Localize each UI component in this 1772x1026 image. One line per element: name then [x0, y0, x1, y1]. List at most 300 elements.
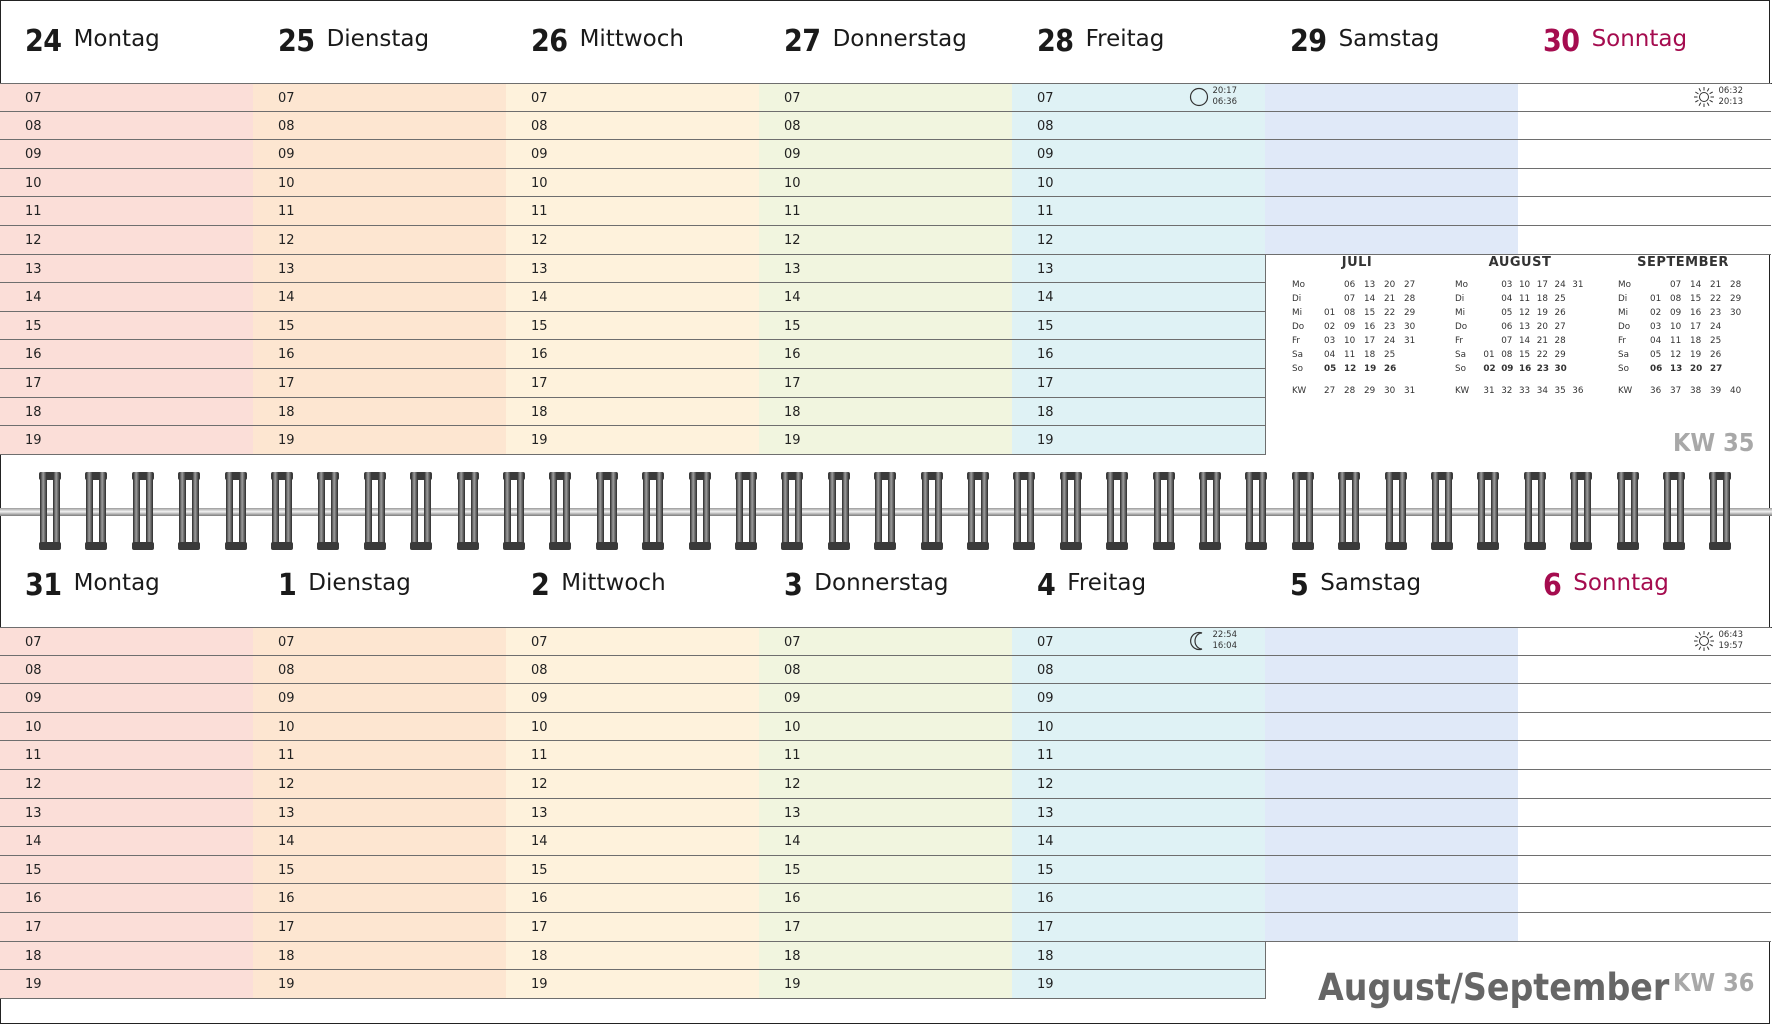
time-slot[interactable] — [1265, 799, 1518, 828]
time-slot[interactable]: 11 — [506, 197, 759, 226]
binding-ring — [1154, 472, 1174, 550]
time-slot[interactable] — [1518, 856, 1771, 885]
mini-day — [1572, 362, 1590, 376]
time-slot[interactable] — [1265, 770, 1518, 799]
time-slot[interactable]: 08 — [759, 112, 1012, 141]
time-slot[interactable]: 08 — [506, 656, 759, 685]
time-slot[interactable]: 17 — [759, 369, 1012, 398]
mini-day: 27 — [1404, 280, 1416, 290]
binding-ring — [86, 472, 106, 550]
time-slot[interactable]: 10 — [1012, 169, 1265, 198]
time-slot[interactable]: 18 — [0, 398, 253, 427]
time-slot[interactable] — [1265, 627, 1518, 656]
time-slot[interactable]: 07 — [0, 627, 253, 656]
mini-day: 15 — [1518, 350, 1531, 360]
mini-week-row — [1267, 292, 1427, 306]
time-slot[interactable]: 08 — [759, 656, 1012, 685]
time-slot[interactable] — [1265, 856, 1518, 885]
mini-day — [1572, 348, 1590, 362]
mini-day: 13 — [1364, 280, 1376, 290]
time-slot[interactable]: 07 — [759, 83, 1012, 112]
time-slot[interactable]: 17 — [759, 913, 1012, 942]
time-slot[interactable]: 18 — [253, 398, 506, 427]
mini-month-september — [1593, 255, 1753, 398]
weekday-label: So — [1292, 364, 1303, 374]
mini-kw-row — [1593, 384, 1753, 398]
mini-week-row — [1593, 348, 1753, 362]
time-slot[interactable] — [1518, 197, 1771, 226]
binding-ring — [504, 472, 524, 550]
time-slot[interactable]: 13 — [0, 799, 253, 828]
day-number: 28 — [1037, 24, 1074, 59]
time-slot[interactable]: 09 — [1012, 140, 1265, 169]
time-slot[interactable]: 16 — [253, 884, 506, 913]
time-slot[interactable]: 13 — [1012, 255, 1265, 284]
time-slot[interactable]: 14 — [253, 827, 506, 856]
mini-day — [1324, 292, 1344, 306]
time-slot[interactable]: 11 — [506, 741, 759, 770]
mini-week-row — [1593, 320, 1753, 334]
mini-week-row — [1593, 292, 1753, 306]
time-slot[interactable]: 19 — [759, 970, 1012, 999]
mini-day: 15 — [1364, 308, 1376, 318]
moonset-time: 06:36 — [1212, 97, 1237, 107]
time-slot[interactable]: 08 — [253, 656, 506, 685]
week-number-top: KW 35 — [1673, 428, 1755, 457]
mini-day — [1730, 334, 1750, 348]
time-slot[interactable]: 13 — [759, 255, 1012, 284]
time-slot[interactable] — [1518, 140, 1771, 169]
time-slot[interactable] — [1518, 627, 1771, 656]
time-slot[interactable]: 19 — [506, 970, 759, 999]
day-column-samstag[interactable] — [1265, 83, 1519, 255]
time-slot[interactable]: 18 — [759, 942, 1012, 971]
mini-week-row — [1593, 362, 1753, 376]
time-slot[interactable]: 09 — [0, 140, 253, 169]
mini-week-row — [1430, 362, 1590, 376]
mini-day: 30 — [1730, 308, 1742, 318]
time-slot[interactable]: 10 — [759, 713, 1012, 742]
time-slot[interactable] — [1518, 112, 1771, 141]
time-slot[interactable]: 16 — [759, 884, 1012, 913]
time-slot[interactable]: 14 — [1012, 283, 1265, 312]
mini-day: 28 — [1730, 280, 1742, 290]
time-slot[interactable]: 19 — [253, 426, 506, 455]
mini-day: 03 — [1501, 280, 1513, 290]
mini-day: 08 — [1501, 350, 1513, 360]
mini-day: 03 — [1324, 336, 1336, 346]
day-column-donnerstag[interactable] — [759, 627, 1013, 999]
day-column-dienstag[interactable] — [253, 83, 507, 455]
time-slot[interactable]: 07 22:54 16:04 — [1012, 627, 1265, 656]
moonrise-time: 22:54 — [1212, 630, 1237, 640]
mini-day: 05 — [1650, 350, 1662, 360]
time-slot[interactable]: 11 — [0, 197, 253, 226]
mini-day: 10 — [1518, 280, 1531, 290]
day-column-mittwoch[interactable] — [506, 627, 760, 999]
time-slot[interactable]: 12 — [759, 770, 1012, 799]
time-slot[interactable]: 12 — [506, 226, 759, 255]
time-slot[interactable]: 09 — [253, 684, 506, 713]
time-slot[interactable]: 10 — [0, 713, 253, 742]
time-slot[interactable] — [1265, 140, 1518, 169]
time-slot[interactable]: 13 — [253, 255, 506, 284]
mini-kw: 37 — [1670, 386, 1682, 396]
time-slot[interactable]: 11 — [759, 741, 1012, 770]
time-slot[interactable]: 17 — [253, 913, 506, 942]
binding-ring — [1014, 472, 1034, 550]
time-slot[interactable]: 15 — [759, 312, 1012, 341]
time-slot[interactable]: 17 — [253, 369, 506, 398]
day-column-freitag[interactable] — [1012, 627, 1266, 999]
mini-day: 01 — [1483, 350, 1495, 360]
day-header — [1012, 544, 1265, 627]
binding-ring — [1386, 472, 1406, 550]
time-slot[interactable] — [1265, 656, 1518, 685]
mini-week-row — [1430, 320, 1590, 334]
mini-kw: 28 — [1344, 386, 1356, 396]
mini-week-row — [1267, 306, 1427, 320]
time-slot[interactable]: 17 — [506, 913, 759, 942]
time-slot[interactable]: 11 — [253, 197, 506, 226]
time-slot[interactable] — [1518, 741, 1771, 770]
time-slot[interactable]: 14 — [253, 283, 506, 312]
time-slot[interactable]: 18 — [1012, 942, 1265, 971]
mini-kw: 29 — [1364, 386, 1376, 396]
mini-day: 20 — [1384, 280, 1396, 290]
time-slot[interactable]: 09 — [759, 684, 1012, 713]
mini-day: 02 — [1324, 322, 1336, 332]
time-slot[interactable]: 16 — [1012, 340, 1265, 369]
day-header — [1265, 0, 1518, 83]
time-slot[interactable]: 15 — [253, 312, 506, 341]
day-number: 2 — [531, 568, 550, 603]
mini-day: 24 — [1554, 280, 1566, 290]
day-column-donnerstag[interactable] — [759, 83, 1013, 455]
time-slot[interactable]: 07 — [0, 83, 253, 112]
binding-ring — [782, 472, 802, 550]
mini-month-title: JULI — [1341, 255, 1373, 270]
time-slot[interactable]: 08 — [253, 112, 506, 141]
weekday-label: Sa — [1618, 350, 1629, 360]
weekday-label: Fr — [1618, 336, 1627, 346]
time-slot[interactable]: 16 — [0, 884, 253, 913]
time-slot[interactable]: 13 — [759, 799, 1012, 828]
time-slot[interactable]: 08 — [1012, 112, 1265, 141]
time-slot[interactable] — [1518, 226, 1771, 255]
time-slot[interactable]: 13 — [0, 255, 253, 284]
weekday-label: So — [1455, 364, 1466, 374]
time-slot[interactable]: 14 — [506, 827, 759, 856]
mini-day: 26 — [1554, 308, 1566, 318]
time-slot[interactable]: 08 — [0, 112, 253, 141]
time-slot[interactable] — [1518, 827, 1771, 856]
time-slot[interactable] — [1265, 884, 1518, 913]
time-slot[interactable]: 08 — [506, 112, 759, 141]
mini-week-row — [1430, 334, 1590, 348]
mini-kw: 32 — [1501, 386, 1513, 396]
mini-day: 30 — [1554, 364, 1567, 374]
day-name: Sonntag — [1591, 25, 1688, 52]
time-slot[interactable]: 10 — [253, 169, 506, 198]
time-slot[interactable]: 15 — [253, 856, 506, 885]
time-slot[interactable]: 17 — [1012, 369, 1265, 398]
mini-day: 15 — [1690, 294, 1702, 304]
time-slot[interactable]: 16 — [0, 340, 253, 369]
day-column-montag[interactable] — [0, 83, 254, 455]
day-header — [0, 544, 253, 627]
time-slot[interactable]: 10 — [253, 713, 506, 742]
time-slot[interactable] — [1265, 713, 1518, 742]
mini-day — [1483, 306, 1501, 320]
time-slot[interactable] — [1518, 770, 1771, 799]
time-slot[interactable]: 14 — [506, 283, 759, 312]
time-slot[interactable] — [1265, 741, 1518, 770]
time-slot[interactable] — [1265, 226, 1518, 255]
time-slot[interactable]: 16 — [1012, 884, 1265, 913]
weekday-label: Mo — [1618, 280, 1631, 290]
time-slot[interactable]: 16 — [759, 340, 1012, 369]
time-slot[interactable]: 07 20:17 06:36 — [1012, 83, 1265, 112]
mini-day: 04 — [1650, 336, 1662, 346]
mini-kw: 39 — [1710, 386, 1722, 396]
time-slot[interactable]: 16 — [506, 340, 759, 369]
time-slot[interactable] — [1265, 827, 1518, 856]
sun-icon — [1693, 630, 1715, 652]
binding-ring — [458, 472, 478, 550]
day-name: Sonntag — [1573, 569, 1669, 596]
time-slot[interactable]: 15 — [1012, 312, 1265, 341]
time-slot[interactable]: 07 — [506, 627, 759, 656]
mini-week-row — [1593, 306, 1753, 320]
mini-day: 10 — [1344, 336, 1356, 346]
time-slot[interactable]: 18 — [506, 942, 759, 971]
time-slot[interactable]: 08 — [1012, 656, 1265, 685]
time-slot[interactable]: 14 — [1012, 827, 1265, 856]
mini-day: 31 — [1404, 336, 1416, 346]
mini-week-row — [1267, 348, 1427, 362]
time-slot[interactable]: 19 — [506, 426, 759, 455]
time-slot[interactable]: 11 — [759, 197, 1012, 226]
time-slot[interactable]: 14 — [759, 827, 1012, 856]
binding-ring — [1571, 472, 1591, 550]
time-slot[interactable] — [1518, 684, 1771, 713]
mini-week-row — [1430, 278, 1590, 292]
time-slot[interactable]: 10 — [759, 169, 1012, 198]
day-column-samstag[interactable] — [1265, 627, 1519, 942]
time-slot[interactable]: 12 — [1012, 770, 1265, 799]
mini-day: 09 — [1670, 308, 1682, 318]
mini-kw: 34 — [1536, 386, 1548, 396]
mini-day — [1572, 334, 1590, 348]
time-slot[interactable]: 15 — [759, 856, 1012, 885]
mini-day: 07 — [1670, 280, 1682, 290]
time-slot[interactable]: 08 — [0, 656, 253, 685]
time-slot[interactable]: 11 — [0, 741, 253, 770]
time-slot[interactable]: 13 — [506, 799, 759, 828]
time-slot[interactable]: 12 — [1012, 226, 1265, 255]
time-slot[interactable]: 09 — [506, 140, 759, 169]
mini-day: 04 — [1324, 350, 1336, 360]
mini-day: 26 — [1710, 350, 1722, 360]
time-slot[interactable]: 13 — [506, 255, 759, 284]
day-number: 29 — [1290, 24, 1327, 59]
time-slot[interactable]: 17 — [0, 369, 253, 398]
binding-ring — [1478, 472, 1498, 550]
time-slot[interactable]: 10 — [506, 169, 759, 198]
time-slot[interactable] — [1518, 656, 1771, 685]
moonset-time: 16:04 — [1212, 641, 1237, 651]
time-slot[interactable]: 15 — [506, 312, 759, 341]
mini-kw: 27 — [1324, 386, 1336, 396]
time-slot[interactable]: 16 — [253, 340, 506, 369]
day-column-montag[interactable] — [0, 627, 254, 999]
binding-ring — [550, 472, 570, 550]
binding-ring — [226, 472, 246, 550]
time-slot[interactable]: 09 — [253, 140, 506, 169]
weekday-label: Mi — [1455, 308, 1466, 318]
day-name: Mittwoch — [561, 569, 666, 596]
time-slot[interactable]: 14 — [759, 283, 1012, 312]
day-column-freitag[interactable] — [1012, 83, 1266, 455]
time-slot[interactable]: 18 — [1012, 398, 1265, 427]
time-slot[interactable] — [1265, 83, 1518, 112]
weekday-label: Mi — [1618, 308, 1629, 318]
time-slot[interactable] — [1265, 684, 1518, 713]
time-slot[interactable]: 07 — [506, 83, 759, 112]
mini-day: 14 — [1518, 336, 1531, 346]
binding-ring — [318, 472, 338, 550]
time-slot[interactable] — [1265, 913, 1518, 942]
time-slot[interactable]: 09 — [759, 140, 1012, 169]
time-slot[interactable]: 18 — [0, 942, 253, 971]
binding-ring — [411, 472, 431, 550]
time-slot[interactable]: 12 — [0, 770, 253, 799]
binding-ring — [133, 472, 153, 550]
mini-day — [1572, 320, 1590, 334]
mini-week-row — [1430, 348, 1590, 362]
mini-day: 06 — [1501, 322, 1513, 332]
time-slot[interactable]: 11 — [1012, 197, 1265, 226]
time-slot[interactable] — [1518, 913, 1771, 942]
time-slot[interactable]: 12 — [759, 226, 1012, 255]
mini-day — [1483, 292, 1501, 306]
day-column-sonntag[interactable] — [1518, 83, 1771, 255]
day-column-sonntag[interactable] — [1518, 627, 1771, 942]
time-slot[interactable]: 19 — [759, 426, 1012, 455]
day-column-dienstag[interactable] — [253, 627, 507, 999]
time-slot[interactable]: 07 — [253, 627, 506, 656]
mini-day: 21 — [1710, 280, 1722, 290]
time-slot[interactable] — [1265, 169, 1518, 198]
time-slot[interactable]: 15 — [0, 856, 253, 885]
time-slot[interactable]: 12 — [506, 770, 759, 799]
mini-day: 26 — [1384, 364, 1397, 374]
time-slot[interactable] — [1518, 799, 1771, 828]
time-slot[interactable]: 09 — [1012, 684, 1265, 713]
mini-day: 11 — [1670, 336, 1682, 346]
mini-week-row — [1593, 278, 1753, 292]
sunset-time: 20:13 — [1718, 97, 1743, 107]
time-slot[interactable]: 19 — [0, 426, 253, 455]
time-slot[interactable] — [1265, 197, 1518, 226]
mini-day: 25 — [1710, 336, 1722, 346]
time-slot[interactable]: 15 — [506, 856, 759, 885]
time-slot[interactable]: 15 — [0, 312, 253, 341]
day-name: Freitag — [1067, 569, 1147, 596]
time-slot[interactable]: 17 — [506, 369, 759, 398]
mini-day: 20 — [1536, 322, 1548, 332]
time-slot[interactable]: 09 — [506, 684, 759, 713]
time-slot[interactable] — [1518, 713, 1771, 742]
time-slot[interactable] — [1518, 83, 1771, 112]
sunrise-time: 06:43 — [1718, 630, 1743, 640]
time-slot[interactable]: 10 — [0, 169, 253, 198]
time-slot[interactable]: 12 — [0, 226, 253, 255]
time-slot[interactable]: 07 — [759, 627, 1012, 656]
time-slot[interactable]: 10 — [506, 713, 759, 742]
time-slot[interactable] — [1265, 112, 1518, 141]
time-slot[interactable]: 13 — [253, 799, 506, 828]
time-slot[interactable]: 19 — [253, 970, 506, 999]
day-column-mittwoch[interactable] — [506, 83, 760, 455]
time-slot[interactable]: 14 — [0, 283, 253, 312]
time-slot[interactable]: 13 — [1012, 799, 1265, 828]
binding-ring — [690, 472, 710, 550]
waning-moon-icon — [1189, 631, 1209, 651]
time-slot[interactable]: 10 — [1012, 713, 1265, 742]
time-slot[interactable]: 19 — [1012, 970, 1265, 999]
time-slot[interactable]: 11 — [253, 741, 506, 770]
mini-day — [1404, 348, 1424, 362]
time-slot[interactable]: 11 — [1012, 741, 1265, 770]
weekday-label: Mi — [1292, 308, 1303, 318]
time-slot[interactable] — [1518, 169, 1771, 198]
time-slot[interactable]: 18 — [506, 398, 759, 427]
mini-day: 28 — [1404, 294, 1416, 304]
time-slot[interactable]: 12 — [253, 226, 506, 255]
mini-month-title: SEPTEMBER — [1637, 255, 1729, 270]
time-slot[interactable]: 17 — [0, 913, 253, 942]
time-slot[interactable]: 18 — [759, 398, 1012, 427]
time-slot[interactable]: 19 — [1012, 426, 1265, 455]
time-slot[interactable]: 18 — [253, 942, 506, 971]
time-slot[interactable]: 15 — [1012, 856, 1265, 885]
mini-kw: 30 — [1384, 386, 1396, 396]
time-slot[interactable]: 12 — [253, 770, 506, 799]
time-slot[interactable]: 07 — [253, 83, 506, 112]
time-slot[interactable]: 09 — [0, 684, 253, 713]
time-slot[interactable]: 16 — [506, 884, 759, 913]
weekday-label: Di — [1455, 294, 1465, 304]
time-slot[interactable]: 14 — [0, 827, 253, 856]
time-slot[interactable]: 19 — [0, 970, 253, 999]
binding-ring — [1246, 472, 1266, 550]
mini-day: 13 — [1518, 322, 1531, 332]
day-name: Montag — [73, 25, 160, 52]
time-slot[interactable] — [1518, 884, 1771, 913]
time-slot[interactable]: 17 — [1012, 913, 1265, 942]
mini-day: 16 — [1518, 364, 1532, 374]
binding-ring — [365, 472, 385, 550]
mini-day: 17 — [1536, 280, 1548, 290]
mini-day: 03 — [1650, 322, 1662, 332]
weekday-label: Mo — [1292, 280, 1305, 290]
day-header — [253, 0, 506, 83]
mini-day — [1483, 320, 1501, 334]
weekday-label: Sa — [1292, 350, 1303, 360]
day-header — [0, 0, 253, 83]
